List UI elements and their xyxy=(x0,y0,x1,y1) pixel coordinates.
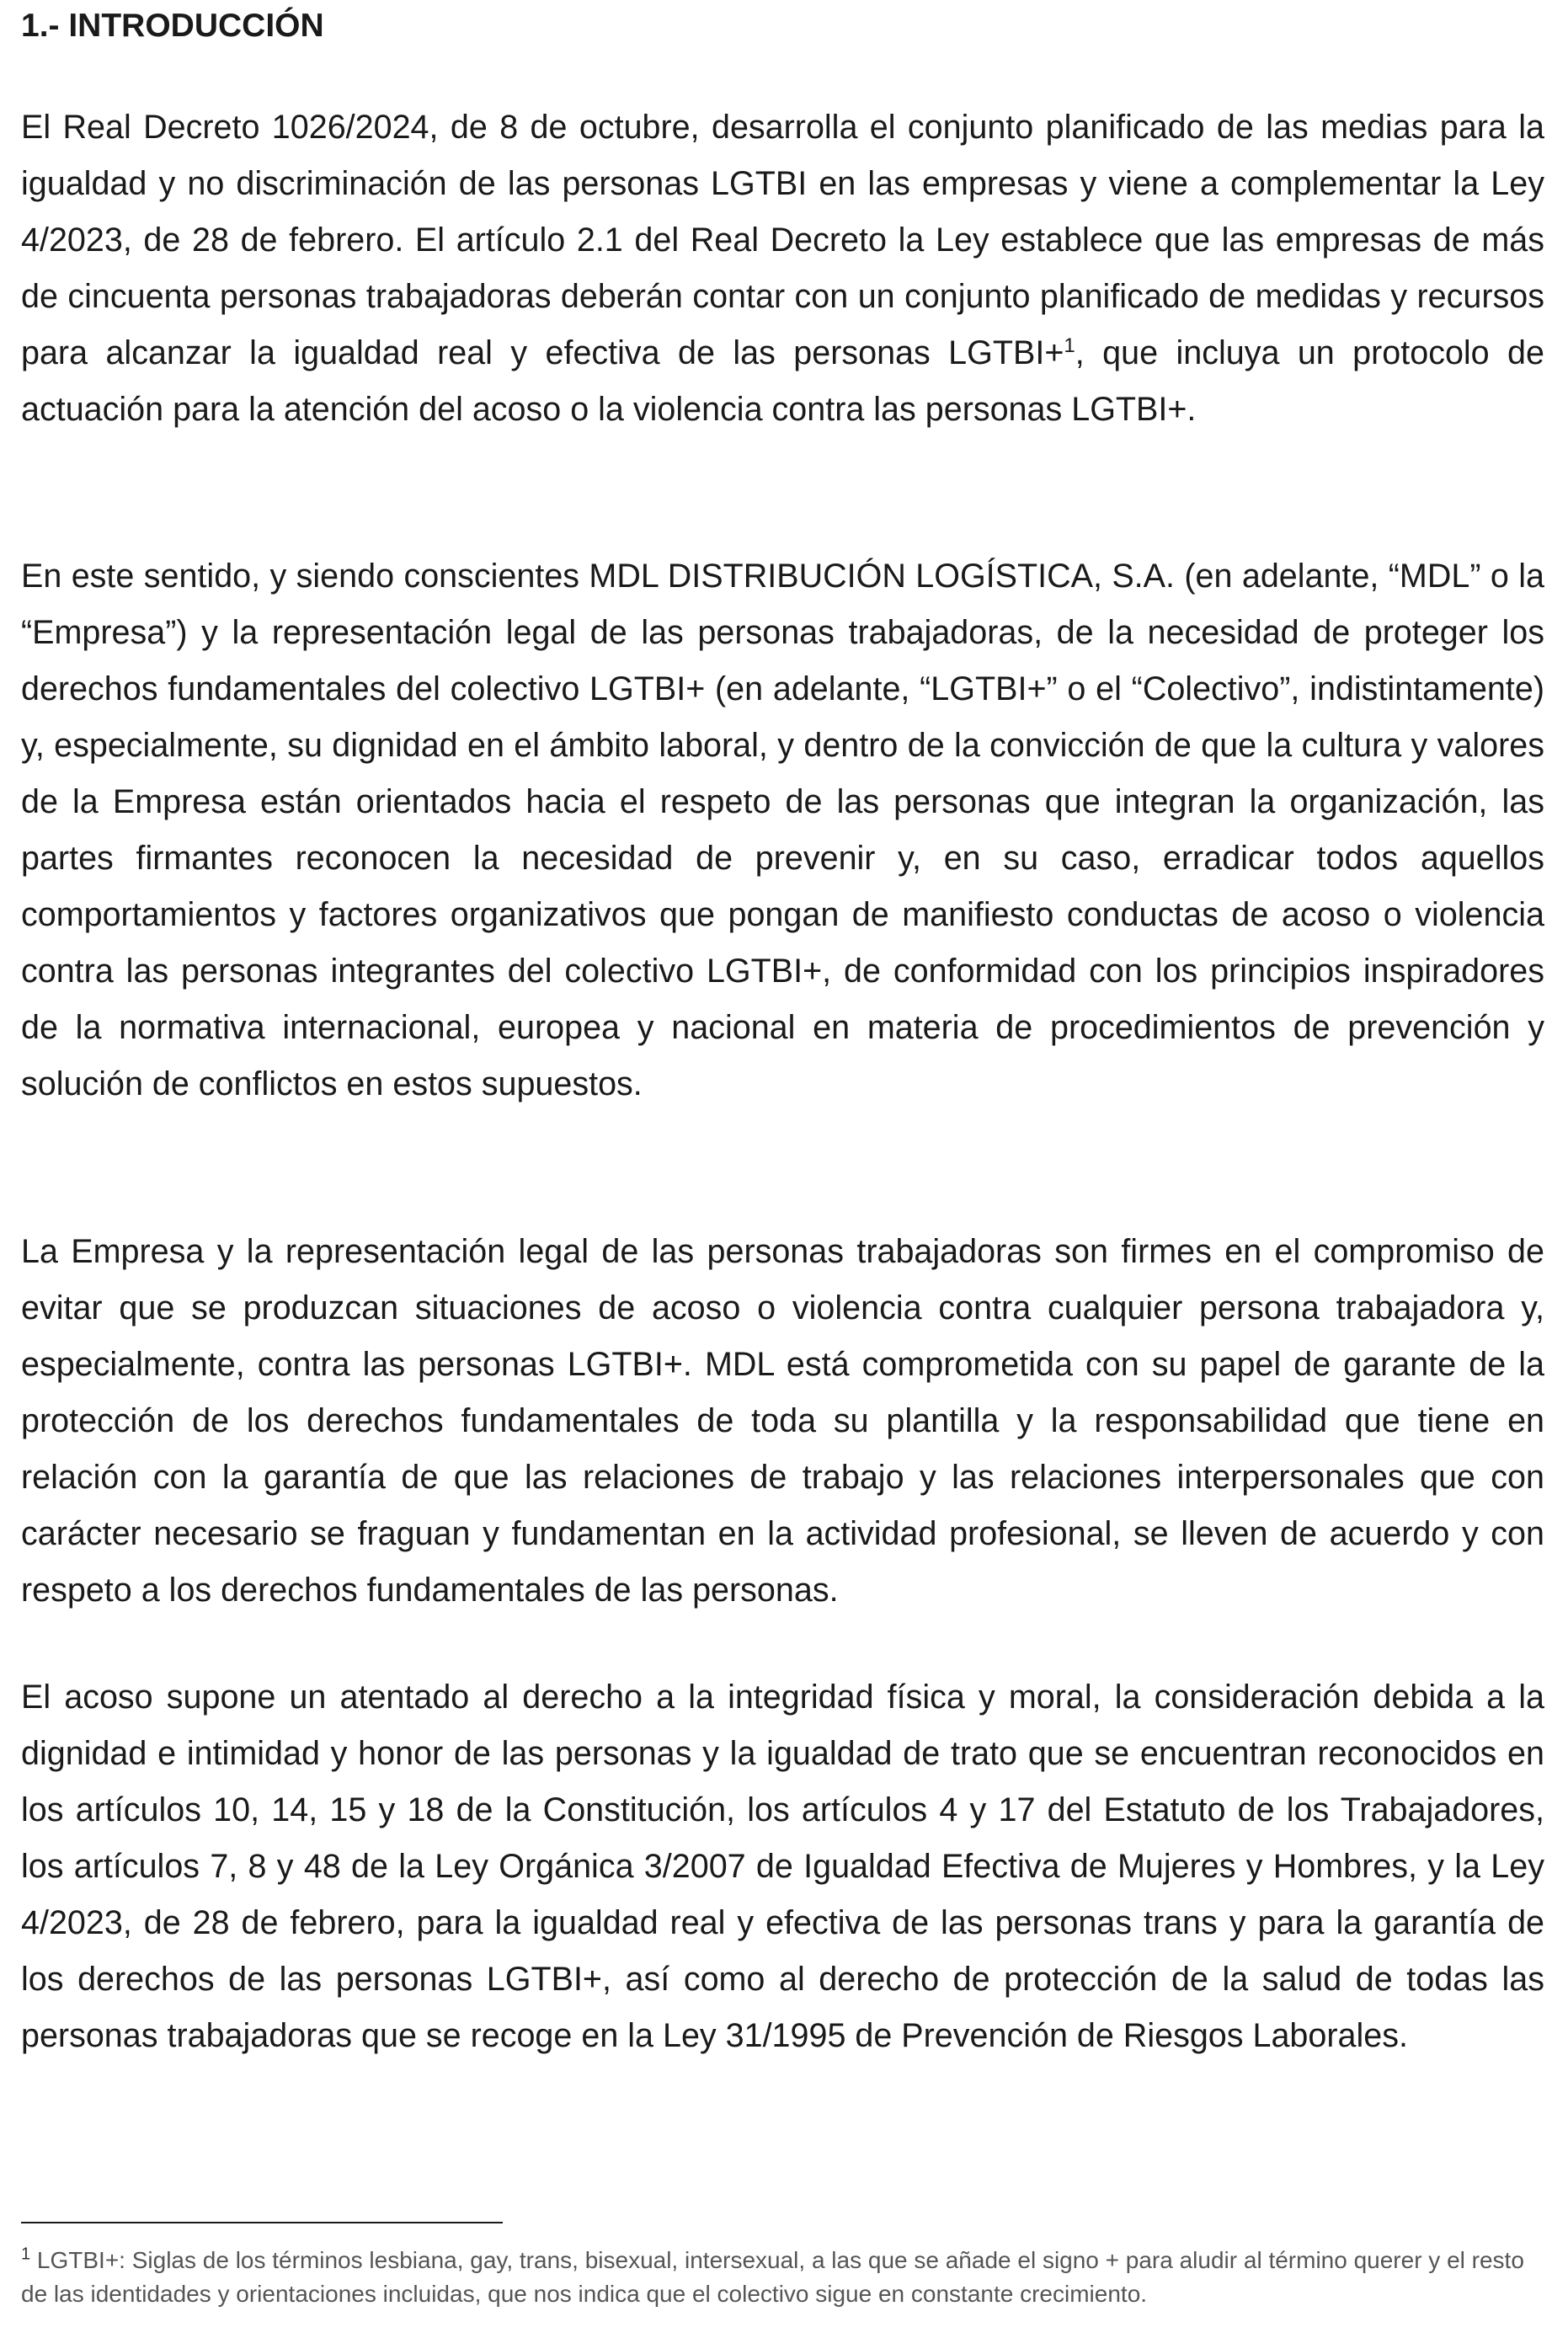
paragraph-1-text-end: , que incluya un protocolo de actuación para la atención del acoso o la violencia contra las personas LGTBI+. xyxy=(21,334,1544,428)
paragraph-1 xyxy=(21,99,1544,438)
paragraph-1-text: El Real Decreto 1026/2024, de 8 de octubre, desarrolla el conjunto planificado de las medias para la igualdad y no discriminación de las personas LGTBI en las empresas y viene a complementar la Ley 4/2023, de 28 de febrero. El artículo 2.1 del Real Decreto la Ley establece que las empresas de más de cincuenta personas trabajadoras deberán contar con un conjunto planificado de medidas y recursos para alcanzar la igualdad real y efectiva de las personas LGTBI+ xyxy=(21,109,1544,371)
paragraph-3: La Empresa y la representación legal de las personas trabajadoras son firmes en el compromiso de evitar que se produzcan situaciones de acoso o violencia contra cualquier persona trabajadora y, especialmente, contra las personas LGTBI+. MDL está comprometida con su papel de garante de la protección de los derechos fundamentales de toda su plantilla y la responsabilidad que tiene en relación con la garantía de que las relaciones de trabajo y las relaciones interpersonales que con carácter necesario se fraguan y fundamentan en la actividad profesional, se lleven de acuerdo y con respeto a los derechos fundamentales de las personas. xyxy=(21,1233,1544,1609)
paragraph-4: El acoso supone un atentado al derecho a la integridad física y moral, la consideración debida a la dignidad e intimidad y honor de las personas y la igualdad de trato que se encuentran reconocidos en los artículos 10, 14, 15 y 18 de la Constitución, los artículos 4 y 17 del Estatuto de los Trabajadores, los artículos 7, 8 y 48 de la Ley Orgánica 3/2007 de Igualdad Efectiva de Mujeres y Hombres, y la Ley 4/2023, de 28 de febrero, para la igualdad real y efectiva de las personas trans y para la garantía de los derechos de las personas LGTBI+, así como al derecho de protección de la salud de todas las personas trabajadoras que se recoge en la Ley 31/1995 de Prevención de Riesgos Laborales. xyxy=(21,1679,1544,2054)
footnote xyxy=(21,2244,1537,2311)
footnote-marker: 1 xyxy=(21,2245,31,2264)
footnote-separator xyxy=(21,2222,503,2223)
paragraph-2: En este sentido, y siendo conscientes MDL DISTRIBUCIÓN LOGÍSTICA, S.A. (en adelante, “MDL” o la “Empresa”) y la representación legal de las personas trabajadoras, de la necesidad de proteger los derechos fundamentales del colectivo LGTBI+ (en adelante, “LGTBI+” o el “Colectivo”, indistintamente) y, especialmente, su dignidad en el ámbito laboral, y dentro de la convicción de que la cultura y valores de la Empresa están orientados hacia el respeto de las personas que integran la organización, las partes firmantes reconocen la necesidad de prevenir y, en su caso, erradicar todos aquellos comportamientos y factores organizativos que pongan de manifiesto conductas de acoso o violencia contra las personas integrantes del colectivo LGTBI+, de conformidad con los principios inspiradores de la normativa internacional, europea y nacional en materia de procedimientos de prevención y solución de conflictos en estos supuestos. xyxy=(21,558,1544,1102)
footnote-reference[interactable]: 1 xyxy=(1064,334,1075,357)
section-heading: 1.- INTRODUCCIÓN xyxy=(21,8,324,44)
footnote-text: LGTBI+: Siglas de los términos lesbiana, gay, trans, bisexual, intersexual, a las que se añade el signo + para aludir al término querer y el resto de las identidades y orientaciones incluidas, que nos indica que el colectivo sigue en constante crecimiento. xyxy=(21,2247,1524,2307)
